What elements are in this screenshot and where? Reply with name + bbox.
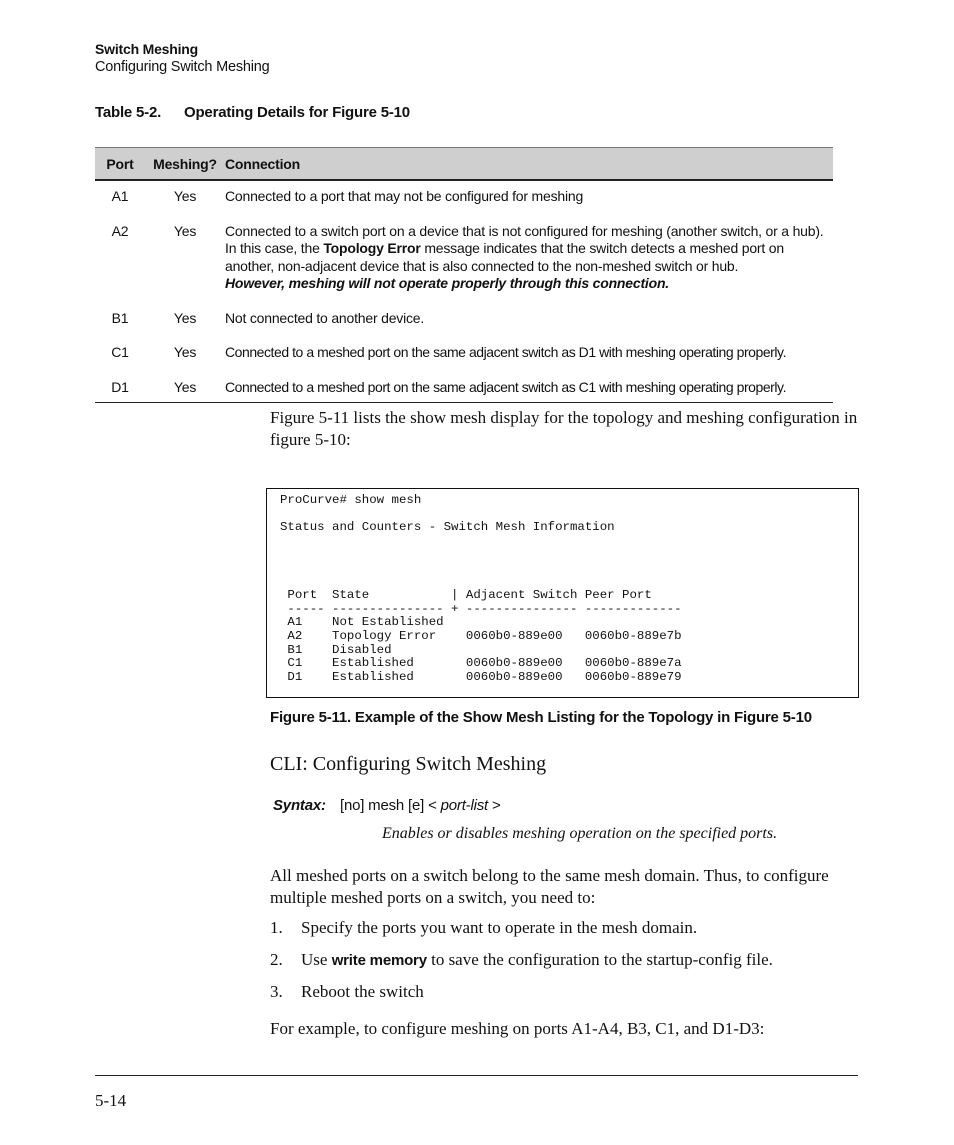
section-heading: CLI: Configuring Switch Meshing [270,753,547,775]
step-number: 3. [270,982,283,1001]
table-row [95,373,833,403]
terminal-line: C1 Established 0060b0-889e00 0060b0-889e7a [280,656,682,671]
table-caption-number: Table 5-2. [95,104,162,121]
table-row [95,304,833,339]
table-row [95,217,833,304]
connection-text: Connected to a switch port on a device that is not configured for meshing (another switch, or a hub). In this case, the [225,222,824,256]
operating-details-table [95,147,833,403]
syntax-description: Enables or disables meshing operation on the specified ports. [382,825,778,842]
terminal-line: ----- --------------- + --------------- ------------- [280,601,682,616]
terminal-line: ProCurve# show mesh [280,493,422,507]
syntax-command: [no] mesh [e] < [340,797,441,814]
cell-meshing: Yes [173,188,197,204]
figure-caption: Figure 5-11. Example of the Show Mesh Listing for the Topology in Figure 5-10 [270,709,812,726]
step-text: Reboot the switch [301,982,424,1001]
step-item [270,918,697,938]
table-caption [95,104,410,121]
step-text: Specify the ports you want to operate in the mesh domain. [301,918,698,937]
cell-port: A1 [111,188,129,204]
running-header-subsection: Configuring Switch Meshing [95,59,270,75]
step-item [270,982,424,1002]
column-header-port: Port [95,148,145,181]
syntax-param: port-list [440,797,488,814]
cell-connection: Connected to a meshed port on the same adjacent switch as C1 with meshing operating properly. [225,373,833,403]
terminal-line: A2 Topology Error 0060b0-889e00 0060b0-889e7b [280,628,682,643]
cell-connection [225,217,833,304]
column-header-meshing: Meshing? [145,148,225,181]
topology-error-term: Topology Error [323,240,421,256]
cell-port: B1 [111,309,129,326]
syntax-line [273,797,501,814]
table-row [95,338,833,373]
page-number: 5-14 [95,1091,127,1110]
step-number: 1. [270,918,283,937]
cell-connection: Connected to a meshed port on the same adjacent switch as D1 with meshing operating properly. [225,344,787,360]
cell-meshing: Yes [145,373,225,403]
table-header-row [95,148,833,181]
running-header-section: Switch Meshing [95,41,198,57]
intro-paragraph: Figure 5-11 lists the show mesh display for the topology and meshing configuration in figure 5-10: [270,408,858,449]
step-text: to save the configuration to the startup-config file. [426,950,773,969]
body-paragraph: All meshed ports on a switch belong to the same mesh domain. Thus, to configure multiple meshed ports on a switch, you need to: [270,866,829,907]
syntax-close: > [487,797,501,814]
terminal-line: A1 Not Established [280,615,444,630]
step-item [270,950,773,970]
footer-rule [95,1075,858,1076]
terminal-line: Status and Counters - Switch Mesh Information [280,520,615,535]
column-header-connection: Connection [225,148,833,181]
example-paragraph: For example, to configure meshing on ports A1-A4, B3, C1, and D1-D3: [270,1019,765,1038]
cell-connection: Connected to a port that may not be configured for meshing [225,188,584,204]
terminal-line: B1 Disabled [280,642,392,657]
cell-meshing: Yes [173,309,197,326]
command-write-memory: write memory [331,952,427,969]
step-number: 2. [270,950,283,969]
terminal-output [267,489,858,684]
cell-connection: Not connected to another device. [225,309,425,326]
cell-port: A2 [111,222,129,239]
connection-text: message indicates that the switch detects a meshed port on another, non-adjacent device that is also connected to the non-meshed switch or hub. [225,240,784,274]
terminal-line: D1 Established 0060b0-889e00 0060b0-889e79 [280,669,682,684]
syntax-label: Syntax: [273,797,326,814]
cell-port: C1 [111,344,129,360]
step-text: Use [301,950,332,969]
show-mesh-screenshot [266,488,859,698]
warning-emphasis: However, meshing will not operate properly through this connection. [225,275,669,291]
cell-meshing: Yes [173,222,197,239]
cell-port: D1 [95,373,145,403]
table-caption-title: Operating Details for Figure 5-10 [184,104,410,121]
terminal-line: Port State | Adjacent Switch Peer Port [280,588,652,603]
table-row [95,180,833,217]
cell-meshing: Yes [173,344,197,360]
